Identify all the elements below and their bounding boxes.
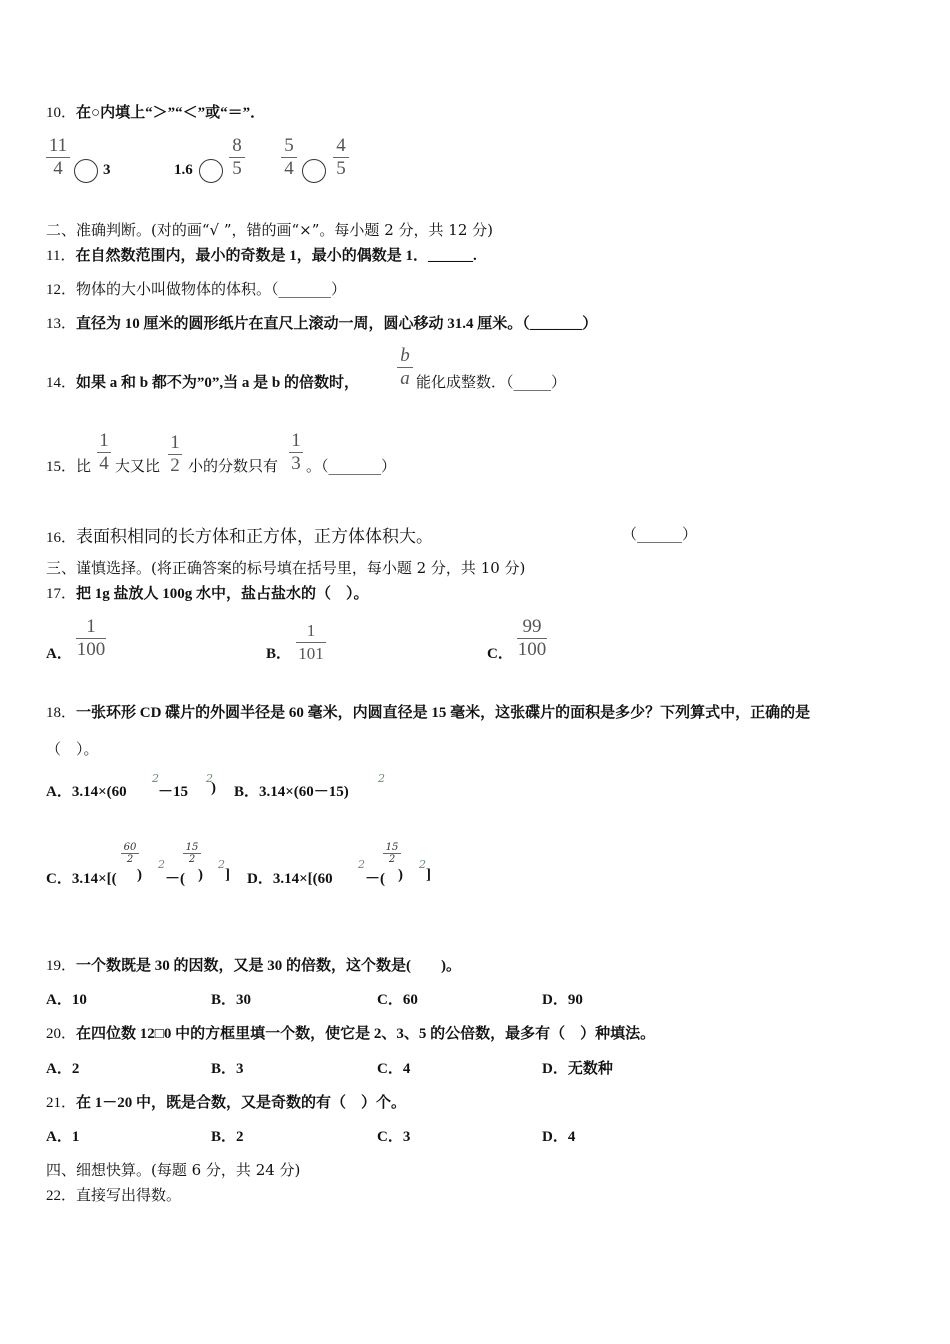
q10-fraction-2 (229, 136, 245, 179)
q17-option-a-label: A． (46, 646, 72, 662)
q18-text: 一张环形 CD 碟片的外圆半径是 60 毫米，内圆直径是 15 毫米，这张碟片的面积是多少？下列算式中，正确的是 (76, 705, 811, 721)
fraction-denominator: 2 (126, 854, 134, 865)
fraction-denominator: 4 (284, 158, 294, 179)
q18-option-a-part2: －15 (158, 784, 189, 800)
q10-text: 在○内填上“＞”“＜”或“＝”． (76, 105, 266, 121)
q18-option-c-part5: ] (225, 867, 230, 883)
q19-number: 19． (46, 958, 77, 974)
q21-option-d: D．4 (542, 1129, 576, 1145)
fraction-denominator: 3 (291, 453, 301, 474)
compare-circle-1[interactable] (74, 159, 98, 183)
q18-option-b: B．3.14×(60－15) (234, 784, 349, 800)
fraction-numerator: 60 (123, 842, 137, 853)
q15-number: 15． (46, 459, 77, 475)
q18-option-d-part2: －( (365, 871, 385, 887)
q18-b-square: 2 (378, 772, 385, 785)
q14-fraction-b-over-a (397, 346, 413, 389)
q20-text: 在四位数 12□0 中的方框里填一个数，使它是 2、3、5 的公倍数，最多有（ ）种填法。 (76, 1026, 656, 1042)
q14-text-2: 能化成整数．（_____） (416, 373, 567, 391)
fraction-numerator: 1 (86, 616, 96, 637)
q13-text: 直径为 10 厘米的圆形纸片在直尺上滚动一周，圆心移动 31.4 厘米。（_______） (76, 316, 598, 332)
fraction-numerator: 11 (48, 135, 68, 156)
q22-line (46, 1184, 181, 1205)
q18-option-d-part4: ] (426, 867, 431, 883)
fraction-numerator: 1 (170, 432, 180, 453)
fraction-numerator: 15 (385, 842, 399, 853)
q18-option-c-part2: ) (137, 867, 142, 883)
q18-option-a-part1: A．3.14×(60 (46, 784, 127, 800)
q18-option-d-part3: ) (398, 867, 403, 883)
q17-option-c-label: C． (487, 646, 513, 662)
q17-option-b-label: B． (266, 646, 292, 662)
q18-d-fraction-15-over-2 (383, 842, 401, 865)
section-2-heading: 二、准确判断。(对的画“√ ”，错的画“×”。每小题 2 分，共 12 分) (46, 221, 493, 239)
fraction-numerator: 8 (232, 135, 242, 156)
q11-line (46, 244, 477, 265)
q20-number: 20． (46, 1026, 77, 1042)
q17-option-a-fraction (76, 617, 106, 660)
compare-circle-2[interactable] (199, 159, 223, 183)
q10-line (46, 101, 265, 122)
q15-fraction-1-4 (97, 431, 111, 474)
q20-line (46, 1022, 655, 1043)
q16-blank: （______） (622, 525, 698, 543)
q10-value-1-6: 1.6 (174, 162, 193, 178)
fraction-denominator: 100 (76, 639, 106, 660)
q20-option-b: B．3 (211, 1061, 244, 1077)
fraction-denominator: 100 (517, 639, 547, 660)
q10-fraction-1 (46, 136, 70, 179)
q19-option-a: A．10 (46, 992, 87, 1008)
q18-number: 18． (46, 705, 77, 721)
q10-fraction-3 (281, 136, 297, 179)
q18-a-square-1: 2 (152, 772, 159, 785)
q19-option-c: C．60 (377, 992, 418, 1008)
fraction-denominator: 2 (170, 455, 180, 476)
q18-a-square-2: 2 (206, 772, 213, 785)
q13-line (46, 312, 597, 333)
fraction-denominator: 4 (53, 158, 63, 179)
q19-text: 一个数既是 30 的因数，又是 30 的倍数，这个数是( )。 (76, 958, 462, 974)
q17-text: 把 1g 盐放人 100g 水中，盐占盐水的（ ）。 (76, 586, 369, 602)
q10-number: 10． (46, 105, 77, 121)
q19-option-d: D．90 (542, 992, 583, 1008)
q18-text-2: （ ）。 (46, 740, 99, 758)
fraction-denominator: 5 (336, 158, 346, 179)
fraction-denominator: 4 (99, 453, 109, 474)
q18-d-square-2: 2 (419, 858, 426, 871)
q21-option-c: C．3 (377, 1129, 411, 1145)
q13-number: 13． (46, 316, 77, 332)
q18-line (46, 701, 810, 722)
q21-option-b: B．2 (211, 1129, 244, 1145)
q21-number: 21． (46, 1095, 77, 1111)
q15-fraction-1-3 (289, 431, 303, 474)
q18-c-square-1: 2 (158, 858, 165, 871)
section-4-heading: 四、细想快算。(每题 6 分，共 24 分) (46, 1161, 301, 1179)
q18-d-square-1: 2 (358, 858, 365, 871)
q15-text-4: 。（_______） (306, 457, 397, 475)
q16-line (46, 522, 433, 547)
q18-c-fraction-60-over-2 (121, 842, 139, 865)
q16-text: 表面积相同的长方体和正方体，正方体体积大。 (76, 527, 434, 547)
section-3-heading: 三、谨慎选择。(将正确答案的标号填在括号里，每小题 2 分，共 10 分) (46, 559, 526, 577)
q17-option-b-fraction (296, 621, 326, 664)
q15-text-2: 大又比 (115, 457, 161, 475)
q18-option-c-part4: ) (198, 867, 203, 883)
q18-c-fraction-15-over-2 (183, 842, 201, 865)
fraction-numerator: 1 (306, 621, 316, 640)
q18-c-square-2: 2 (218, 858, 225, 871)
fraction-numerator: b (400, 345, 410, 366)
q18-option-d-part1: D．3.14×[(60 (247, 871, 333, 887)
fraction-numerator: 15 (185, 842, 199, 853)
fraction-denominator: 2 (188, 854, 196, 865)
q15-line-a (46, 455, 91, 476)
q12-line (46, 278, 346, 299)
q10-fraction-4 (333, 136, 349, 179)
q14-text-1: 如果 a 和 b 都不为”0”,当 a 是 b 的倍数时， (76, 375, 359, 391)
q21-option-a: A．1 (46, 1129, 80, 1145)
q11-number: 11． (46, 248, 76, 264)
q15-fraction-1-2 (168, 433, 182, 476)
q18-option-a-part3: ) (211, 780, 216, 796)
q20-option-a: A．2 (46, 1061, 80, 1077)
q20-option-c: C．4 (377, 1061, 411, 1077)
fraction-numerator: 4 (336, 135, 346, 156)
q14-line-a (46, 371, 359, 392)
q22-number: 22． (46, 1188, 77, 1204)
q15-text-3: 小的分数只有 (188, 457, 279, 475)
fraction-denominator: 2 (388, 854, 396, 865)
q18-option-c-part3: －( (165, 871, 185, 887)
q17-number: 17． (46, 586, 77, 602)
q14-number: 14． (46, 375, 77, 391)
q19-option-b: B．30 (211, 992, 252, 1008)
q12-text: 物体的大小叫做物体的体积。（_______） (76, 280, 347, 298)
fraction-numerator: 5 (284, 135, 294, 156)
q20-option-d: D．无数种 (542, 1061, 613, 1077)
q15-text-1: 比 (76, 457, 92, 475)
q16-number: 16． (46, 530, 77, 546)
q19-line (46, 954, 461, 975)
fraction-denominator: 101 (298, 644, 324, 663)
q11-text: 在自然数范围内，最小的奇数是 1，最小的偶数是 1．______. (75, 248, 477, 264)
fraction-numerator: 1 (99, 430, 109, 451)
q18-option-c-part1: C．3.14×[( (46, 871, 117, 887)
fraction-numerator: 1 (291, 430, 301, 451)
compare-circle-3[interactable] (302, 159, 326, 183)
q17-option-c-fraction (517, 617, 547, 660)
fraction-numerator: 99 (522, 616, 542, 637)
fraction-denominator: a (400, 368, 410, 389)
fraction-denominator: 5 (232, 158, 242, 179)
q12-number: 12． (46, 282, 77, 298)
q22-text: 直接写出得数。 (76, 1186, 182, 1204)
q21-line (46, 1091, 406, 1112)
q10-value-3: 3 (103, 162, 111, 178)
q21-text: 在 1－20 中，既是合数，又是奇数的有（ ）个。 (76, 1095, 407, 1111)
q17-line (46, 582, 369, 603)
